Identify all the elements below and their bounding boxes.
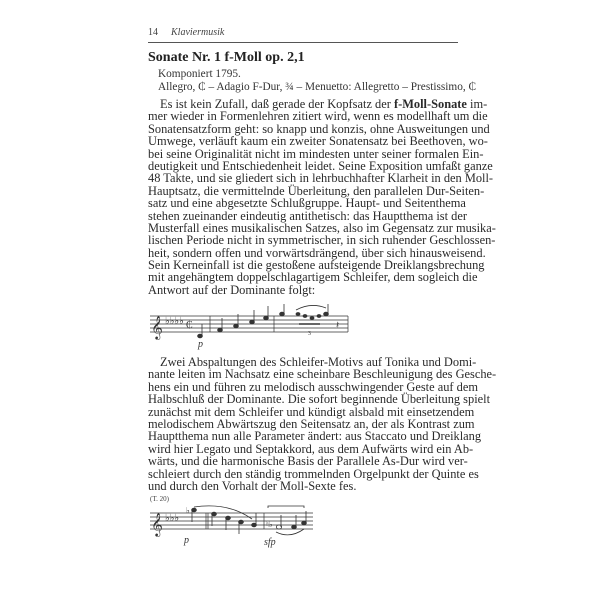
svg-text:₵: ₵: [186, 320, 193, 331]
treble-clef-icon: 𝄞: [151, 317, 163, 339]
svg-text:♮♭: ♮♭: [266, 520, 273, 529]
text-span: heit, sondern offen und vorwärtsdrängend, über sich hinausweisend.: [148, 245, 486, 260]
text-span: Sonatensatzform geht: so knapp und konzis, ohne Ausweitungen und: [148, 121, 490, 136]
movements-list: Allegro, ₵ – Adagio F-Dur, ¾ – Menuetto: Allegretto – Prestissimo, ₵: [158, 81, 477, 93]
text-span: im-: [466, 97, 488, 111]
text-line: und durch den Vorhalt der Moll-Sexte fes.: [148, 478, 357, 493]
paragraph-2: [148, 355, 497, 493]
measure-label: (T. 20): [150, 495, 169, 503]
book-page: [148, 0, 497, 600]
dynamic-marking: p: [184, 535, 189, 546]
header-rule: [148, 42, 458, 43]
text-span: lischen Periode nicht in symmetrischer, in sich ruhender Geschlossen-: [148, 233, 496, 248]
svg-text:♭♭♭♭: ♭♭♭♭: [165, 316, 184, 327]
text-span: mit angehängtem doppelschlagartigem Schleifer, dem sogleich die: [148, 270, 478, 285]
page-number: 14: [148, 27, 158, 38]
text-line: Hauptthema nun alle Parameter ändert: aus Staccato und Dreiklang: [148, 429, 482, 444]
music-example-1: [148, 302, 358, 352]
text-span: stehen zueinander eindeutig antithetisch: das Hauptthema ist der: [148, 208, 467, 223]
text-line: Zwei Abspaltungen des Schleifer-Motivs auf Tonika und Domi-: [160, 355, 477, 369]
svg-text:♭: ♭: [186, 506, 190, 515]
emphasized-text: f-Moll-Sonate: [393, 97, 467, 111]
paragraph-1: [148, 97, 496, 297]
composed-note: Komponiert 1795.: [158, 68, 241, 80]
text-span: Antwort auf der Dominante folgt:: [148, 282, 316, 297]
text-span: satz und eine abgesetzte Schlußgruppe. Haupt- und Seitenthema: [148, 196, 466, 211]
text-span: Es ist kein Zufall, daß gerade der Kopfsatz der: [160, 97, 394, 111]
text-line: wird hier Legato und Septakkord, aus dem Aufwärts wird ein Ab-: [148, 441, 474, 456]
svg-text:𝄽: 𝄽: [336, 320, 340, 331]
running-title: Klaviermusik: [171, 27, 225, 38]
text-line: nante leiten im Nachsatz eine scheinbare Beschleunigung des Gesche-: [148, 367, 497, 382]
text-span: 48 Takte, und sie gliedert sich in lehrbuchhafter Klarheit in den Moll-: [148, 171, 494, 186]
text-span: deutigkeit und Entschiedenheit leidet. Seine Exposition umfaßt ganze: [148, 158, 493, 173]
svg-text:♭♭♭: ♭♭♭: [165, 513, 180, 524]
text-line: Halbschluß der Dominante. Die sofort beginnende Überleitung spielt: [148, 392, 491, 407]
text-line: hens ein und führen zu melodisch ausschwingender Geste auf dem: [148, 379, 478, 394]
dynamic-marking-sfp: sfp: [264, 537, 276, 548]
treble-clef-icon: 𝄞: [151, 514, 163, 536]
text-line: [148, 284, 458, 296]
text-span: Umwege, verläuft kaum ein zweiter Sonatensatz bei Beethoven, wo-: [148, 134, 488, 149]
text-span: Hauptsatz, die vermittelnde Überleitung, den parallelen Dur-Seiten-: [148, 183, 485, 198]
text-line: zunächst mit dem Schleifer und kündigt alsbald mit einsetzendem: [148, 404, 475, 419]
tuplet-number: 3: [308, 331, 311, 337]
text-line: schleiert durch den ständig trommelnden Orgelpunkt der Quinte es: [148, 466, 479, 481]
text-span: Musterfall eines musikalischen Satzes, also im Gegensatz zur musika-: [148, 220, 496, 235]
text-line: melodischem Abwärtszug den Seitensatz an, der als Kontrast zum: [148, 416, 475, 431]
text-span: Sein Kerneinfall ist die gestoßene aufsteigende Dreiklangsbrechung: [148, 258, 485, 273]
music-example-2: [148, 505, 318, 550]
text-span: mer wieder in Formenlehren zitiert wird, wenn es modellhaft um die: [148, 109, 488, 124]
text-span: bei seine Originalität nicht im mindesten unter seiner formalen Ein-: [148, 146, 484, 161]
text-line: wärts, und die harmonische Basis der Parallele As-Dur wird ver-: [148, 454, 468, 469]
section-title: Sonate Nr. 1 f-Moll op. 2,1: [148, 50, 305, 65]
dynamic-marking: p: [198, 339, 203, 350]
running-header: [148, 27, 458, 39]
